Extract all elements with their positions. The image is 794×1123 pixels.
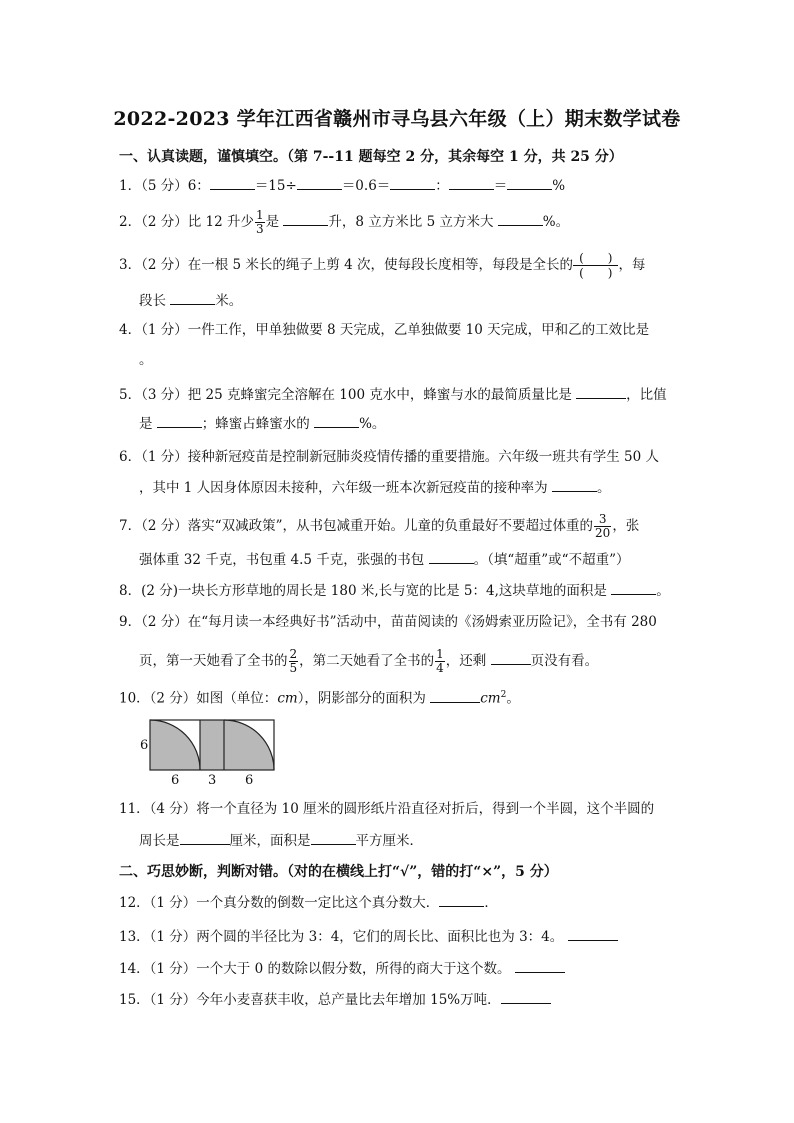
answer-blank[interactable] (491, 650, 531, 665)
shaded-quarter-circle-left (150, 720, 200, 770)
shaded-middle-strip (200, 720, 224, 770)
answer-blank[interactable] (283, 211, 328, 226)
answer-blank[interactable] (501, 989, 551, 1004)
question-13: 13．（1 分）两个圆的半径比为 3：4，它们的周长比、面积比也为 3：4。 (119, 926, 618, 947)
question-9-line-1: 9．（2 分）在“每月读一本经典好书”活动中，苗苗阅读的《汤姆索亚历险记》，全书有 280 (119, 614, 657, 630)
answer-blank[interactable] (170, 290, 215, 305)
question-7-line-2: 强体重 32 千克，书包重 4.5 千克，张强的书包 。（填“超重”或“不超重”） (139, 549, 629, 570)
answer-blank[interactable] (515, 958, 565, 973)
fraction: $\frac{2}{5}$ (289, 647, 298, 675)
answer-blank[interactable] (429, 549, 474, 564)
question-8: 8．(2 分)一块长方形草地的周长是 180 米,长与宽的比是 5：4,这块草地的面积是 。 (119, 580, 670, 601)
answer-blank[interactable] (210, 175, 255, 190)
question-9-line-2: 页，第一天她看了全书的 $\frac{2}{5}$ ，第二天她看了全书的 $\frac{1}{4}$ ，还剩 页没有看。 (139, 647, 599, 675)
answer-blank[interactable] (180, 830, 230, 845)
answer-blank[interactable] (311, 830, 356, 845)
figure-height-label: 6 (140, 738, 149, 753)
answer-blank[interactable] (507, 175, 552, 190)
fraction: $\frac{1}{3}$ (255, 208, 264, 236)
figure-width-label-1: 6 (171, 773, 180, 786)
question-1: 1．（5 分）6： ＝15÷ ＝0.6＝ ： ＝ % (119, 175, 565, 196)
question-6-line-2: ，其中 1 人因身体原因未接种，六年级一班本次新冠疫苗的接种率为 。 (139, 477, 610, 498)
answer-blank[interactable] (576, 384, 626, 399)
section-1-heading: 一、认真读题，谨慎填空。（第 7--11 题每空 2 分，其余每空 1 分，共 25 分） (119, 149, 623, 165)
fraction: $\frac{3}{20}$ (595, 512, 611, 540)
question-2: 2．（2 分）比 12 升少 $\frac{1}{3}$ 是 升，8 立方米比 5 立方米大 %。 (119, 208, 570, 236)
question-15: 15．（1 分）今年小麦喜获丰收，总产量比去年增加 15%万吨． (119, 989, 551, 1010)
question-4-line-1: 4．（1 分）一件工作，甲单独做要 8 天完成，乙单独做要 10 天完成，甲和乙的工效比是 (119, 322, 650, 338)
answer-blank[interactable] (568, 926, 618, 941)
answer-blank[interactable] (314, 413, 359, 428)
answer-blank[interactable] (157, 413, 202, 428)
question-4-line-2: 。 (139, 352, 153, 368)
answer-blank[interactable] (552, 477, 597, 492)
answer-blank[interactable] (449, 175, 494, 190)
question-12: 12．（1 分）一个真分数的倒数一定比这个真分数大． ． (119, 892, 498, 913)
section-2-heading: 二、巧思妙断，判断对错。（对的在横线上打“√”，错的打“×”，5 分） (119, 864, 558, 880)
figure-width-label-2: 3 (208, 773, 217, 786)
question-3-line-2: 段长 米。 (139, 290, 242, 311)
question-3-line-1: 3．（2 分）在一根 5 米长的绳子上剪 4 次，使每段长度相等，每段是全长的 $\frac{( )}{( )}$ ，每 (119, 251, 646, 280)
shaded-quarter-circle-right (224, 720, 274, 770)
answer-blank[interactable] (390, 175, 435, 190)
question-5-line-2: 是 ；蜂蜜占蜂蜜水的 %。 (139, 413, 385, 434)
answer-blank[interactable] (297, 175, 342, 190)
question-14: 14．（1 分）一个大于 0 的数除以假分数，所得的商大于这个数。 (119, 958, 565, 979)
question-11-line-1: 11．（4 分）将一个直径为 10 厘米的圆形纸片沿直径对折后，得到一个半圆，这个半圆的 (119, 801, 655, 817)
question-5-line-1: 5．（3 分）把 25 克蜂蜜完全溶解在 100 克水中，蜂蜜与水的最简质量比是 ，比值 (119, 384, 667, 405)
answer-blank[interactable] (498, 211, 543, 226)
exam-title: 2022-2023 学年江西省赣州市寻乌县六年级（上）期末数学试卷 (113, 108, 681, 130)
question-11-line-2: 周长是 厘米，面积是 平方厘米． (139, 830, 423, 851)
answer-blank[interactable] (439, 892, 484, 907)
question-10: 10．（2 分）如图（单位：cm），阴影部分的面积为 $cm^2$。 (119, 685, 520, 709)
fraction-blank[interactable]: $\frac{( )}{( )}$ (573, 251, 618, 280)
answer-blank[interactable] (611, 580, 656, 595)
shaded-area-figure (138, 716, 278, 786)
answer-blank[interactable] (430, 688, 480, 703)
fraction: $\frac{1}{4}$ (436, 647, 444, 675)
question-7-line-1: 7．（2 分）落实“双减政策”，从书包减重开始。儿童的负重最好不要超过体重的 $\frac{3}{20}$ ，张 (119, 512, 640, 540)
question-6-line-1: 6．（1 分）接种新冠疫苗是控制新冠肺炎疫情传播的重要措施。六年级一班共有学生 50 人 (119, 449, 659, 465)
figure-width-label-3: 6 (245, 773, 254, 786)
